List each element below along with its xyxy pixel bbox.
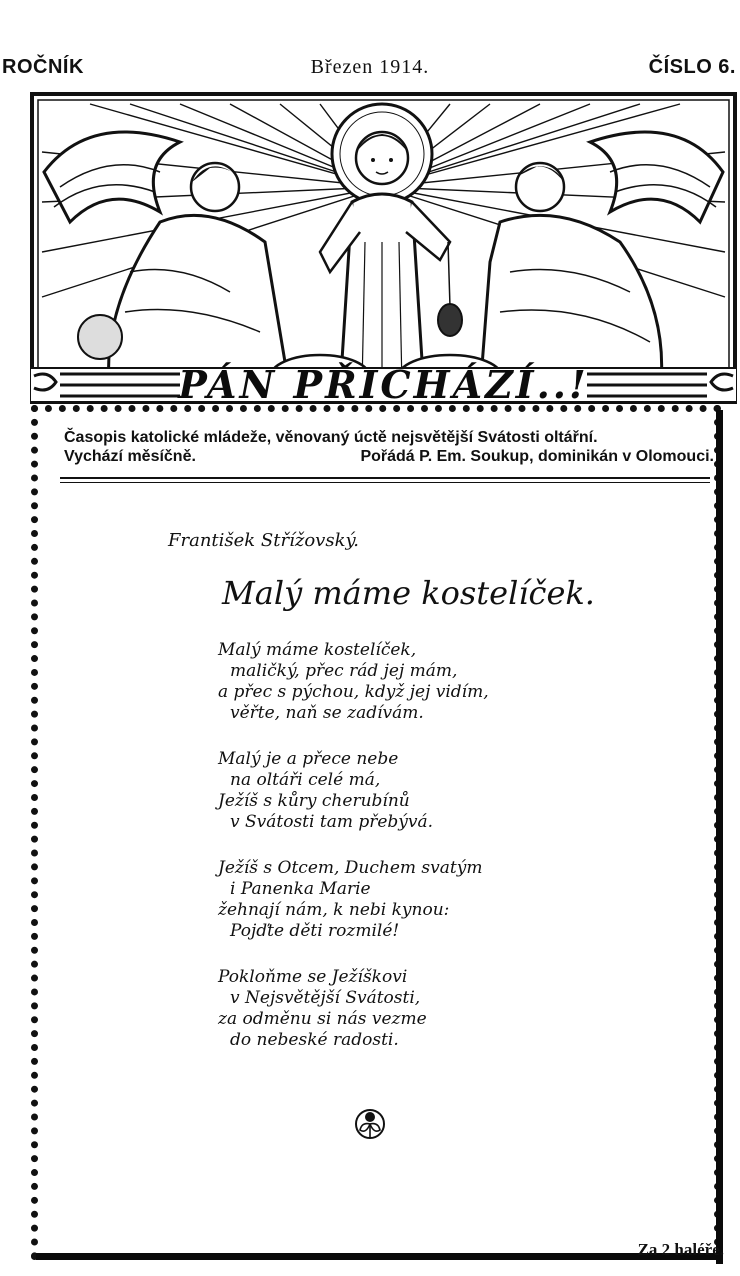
poem-line: Pokloňme se Ježíškovi: [218, 967, 408, 987]
masthead-description: Časopis katolické mládeže, věnovaný úctě nejsvětější Svátosti oltářní.: [64, 429, 598, 446]
poem-line: a přec s pýchou, když jej vidím,: [218, 682, 489, 702]
poem-line: do nebeské radosti.: [230, 1030, 399, 1050]
poem-stanza: [218, 967, 638, 1051]
poem-line: na oltáři celé má,: [230, 770, 381, 790]
divider-rule-thin: [60, 482, 710, 483]
masthead-frequency: Vychází měsíčně.: [64, 448, 196, 465]
header-illustration: [30, 92, 737, 404]
poem-line: Pojďte děti rozmilé!: [230, 921, 400, 941]
poem-line: i Panenka Marie: [230, 879, 371, 899]
poem-author: František Střížovský.: [168, 530, 359, 551]
issue-date: Březen 1914.: [310, 56, 430, 78]
issue-number: ČÍSLO 6.: [648, 56, 736, 78]
price-label: Za 2 haléře.: [637, 1240, 724, 1259]
poem-line: Ježíš s Otcem, Duchem svatým: [218, 858, 483, 878]
flower-ornament-icon: [354, 1108, 386, 1144]
volume-label: ROČNÍK: [2, 56, 84, 78]
poem-line: Malý je a přece nebe: [218, 749, 399, 769]
masthead-editor: Pořádá P. Em. Soukup, dominikán v Olomouci.: [360, 448, 714, 465]
magazine-title: PÁN PŘICHÁZÍ..!: [178, 362, 589, 407]
poem-line: Ježíš s kůry cherubínů: [218, 791, 410, 811]
poem-stanza: [218, 749, 638, 833]
masthead: [64, 428, 714, 466]
poem-line: v Svátosti tam přebývá.: [230, 812, 434, 832]
title-banner: [30, 362, 737, 408]
frame-shadow-bottom: [36, 1253, 723, 1260]
poem-line: věřte, naň se zadívám.: [230, 703, 424, 723]
poem-stanza: [218, 858, 638, 942]
poem-stanza: [218, 640, 638, 724]
poem-line: v Nejsvětější Svátosti,: [230, 988, 421, 1008]
poem-title: Malý máme kostelíček.: [222, 574, 595, 612]
divider-rule: [60, 477, 710, 479]
poem-line: žehnají nám, k nebi kynou:: [218, 900, 450, 920]
frame-shadow-right: [716, 410, 723, 1264]
poem-line: za odměnu si nás vezme: [218, 1009, 427, 1029]
poem-line: maličký, přec rád jej mám,: [230, 661, 458, 681]
poem-line: Malý máme kostelíček,: [218, 640, 417, 660]
